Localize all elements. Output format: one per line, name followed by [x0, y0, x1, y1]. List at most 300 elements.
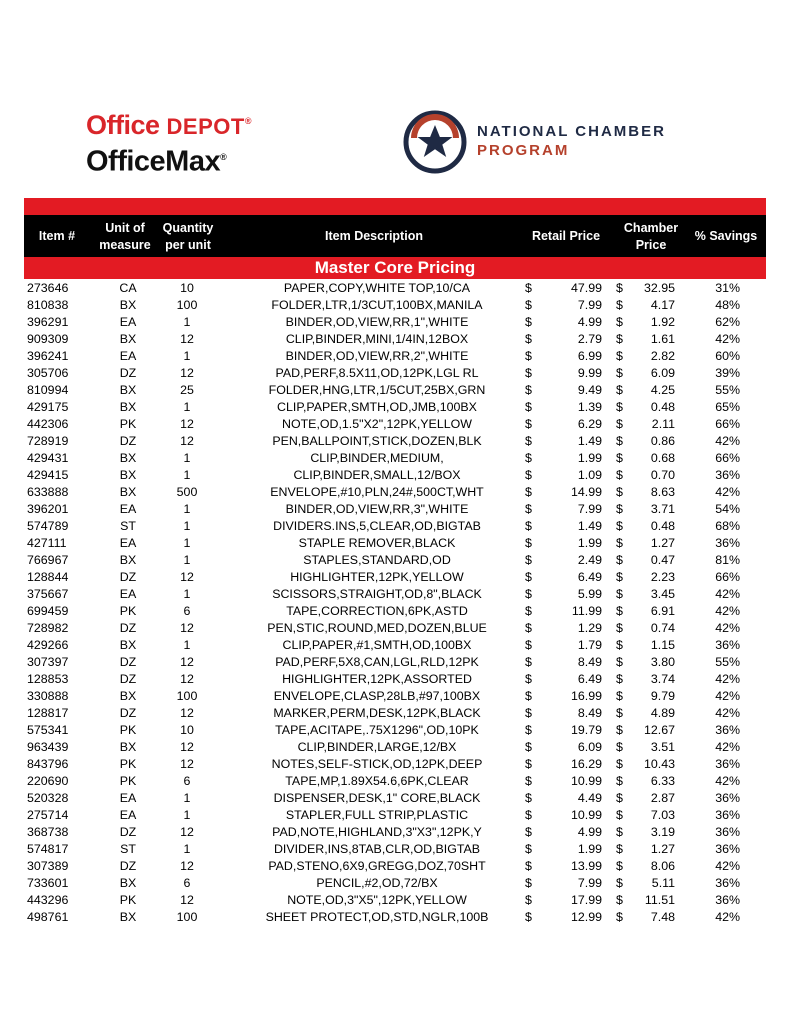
table-header: [24, 215, 766, 257]
item-description: CLIP,PAPER,SMTH,OD,JMB,100BX: [277, 400, 477, 414]
item-description: PAD,PERF,8.5X11,OD,12PK,LGL RL: [275, 366, 479, 380]
chamber-price: 0.68: [650, 451, 675, 465]
quantity-per-unit: 1: [183, 400, 191, 414]
quantity-per-unit: 10: [180, 281, 194, 295]
percent-savings: 36%: [715, 825, 740, 839]
retail-currency-symbol: $: [525, 485, 532, 499]
unit-of-measure: DZ: [119, 366, 137, 380]
percent-savings: 55%: [715, 655, 740, 669]
table-row: [24, 654, 766, 671]
percent-savings: 36%: [715, 842, 740, 856]
item-description: TAPE,CORRECTION,6PK,ASTD: [286, 604, 468, 618]
retail-currency-symbol: $: [525, 349, 532, 363]
chamber-currency-symbol: $: [616, 774, 623, 788]
item-description: STAPLER,FULL STRIP,PLASTIC: [285, 808, 469, 822]
item-number: 575341: [27, 723, 69, 737]
percent-savings: 54%: [715, 502, 740, 516]
unit-of-measure: BX: [119, 383, 137, 397]
quantity-per-unit: 1: [183, 451, 191, 465]
table-row: [24, 297, 766, 314]
table-row: [24, 739, 766, 756]
chamber-currency-symbol: $: [616, 706, 623, 720]
retail-price: 47.99: [570, 281, 602, 295]
office-depot-wordmark: Office DEPOT®: [86, 110, 251, 140]
unit-of-measure: CA: [119, 281, 137, 295]
table-row: [24, 773, 766, 790]
retail-currency-symbol: $: [525, 519, 532, 533]
unit-of-measure: EA: [119, 502, 137, 516]
percent-savings: 42%: [715, 485, 740, 499]
chamber-currency-symbol: $: [616, 740, 623, 754]
chamber-currency-symbol: $: [616, 366, 623, 380]
chamber-currency-symbol: $: [616, 570, 623, 584]
item-number: 766967: [27, 553, 69, 567]
chamber-currency-symbol: $: [616, 621, 623, 635]
item-number: 699459: [27, 604, 69, 618]
section-title: Master Core Pricing: [24, 257, 766, 279]
percent-savings: 42%: [715, 604, 740, 618]
percent-savings: 42%: [715, 910, 740, 924]
percent-savings: 36%: [715, 876, 740, 890]
quantity-per-unit: 12: [180, 757, 194, 771]
table-top-bar: [24, 198, 766, 215]
unit-of-measure: BX: [119, 638, 137, 652]
percent-savings: 36%: [715, 638, 740, 652]
quantity-per-unit: 25: [180, 383, 194, 397]
item-description: PAD,PERF,5X8,CAN,LGL,RLD,12PK: [275, 655, 479, 669]
chamber-currency-symbol: $: [616, 655, 623, 669]
table-row: [24, 688, 766, 705]
quantity-per-unit: 6: [183, 604, 191, 618]
percent-savings: 81%: [715, 553, 740, 567]
table-row: [24, 416, 766, 433]
percent-savings: 42%: [715, 587, 740, 601]
percent-savings: 60%: [715, 349, 740, 363]
item-number: 498761: [27, 910, 69, 924]
percent-savings: 36%: [715, 468, 740, 482]
table-row: [24, 569, 766, 586]
unit-of-measure: EA: [119, 536, 137, 550]
retail-price: 4.99: [577, 825, 602, 839]
table-row: [24, 824, 766, 841]
retail-currency-symbol: $: [525, 417, 532, 431]
item-number: 963439: [27, 740, 69, 754]
unit-of-measure: PK: [119, 723, 137, 737]
table-row: [24, 858, 766, 875]
chamber-price: 0.74: [650, 621, 675, 635]
chamber-price: 3.74: [650, 672, 675, 686]
unit-of-measure: DZ: [119, 655, 137, 669]
percent-savings: 66%: [715, 417, 740, 431]
item-number: 128853: [27, 672, 69, 686]
chamber-price: 7.03: [650, 808, 675, 822]
retail-currency-symbol: $: [525, 910, 532, 924]
percent-savings: 36%: [715, 757, 740, 771]
retail-currency-symbol: $: [525, 366, 532, 380]
item-description: HIGHLIGHTER,12PK,ASSORTED: [282, 672, 472, 686]
item-number: 728982: [27, 621, 69, 635]
chamber-price: 3.51: [650, 740, 675, 754]
percent-savings: 36%: [715, 723, 740, 737]
item-number: 733601: [27, 876, 69, 890]
chamber-price: 3.71: [650, 502, 675, 516]
item-number: 429266: [27, 638, 69, 652]
item-description: DISPENSER,DESK,1" CORE,BLACK: [273, 791, 481, 805]
header-unit-line1: Unit of: [105, 221, 145, 235]
item-description: HIGHLIGHTER,12PK,YELLOW: [290, 570, 464, 584]
item-number: 520328: [27, 791, 69, 805]
header-description: Item Description: [325, 229, 423, 243]
office-depot-officemax-logo: [86, 106, 326, 177]
quantity-per-unit: 1: [183, 519, 191, 533]
chamber-price: 0.86: [650, 434, 675, 448]
unit-of-measure: BX: [119, 332, 137, 346]
quantity-per-unit: 12: [180, 893, 194, 907]
chamber-price: 1.27: [650, 842, 675, 856]
retail-currency-symbol: $: [525, 451, 532, 465]
percent-savings: 42%: [715, 332, 740, 346]
unit-of-measure: DZ: [119, 434, 137, 448]
percent-savings: 42%: [715, 672, 740, 686]
table-row: [24, 467, 766, 484]
chamber-currency-symbol: $: [616, 553, 623, 567]
retail-currency-symbol: $: [525, 723, 532, 737]
item-number: 442306: [27, 417, 69, 431]
item-description: BINDER,OD,VIEW,RR,2",WHITE: [285, 349, 469, 363]
retail-currency-symbol: $: [525, 536, 532, 550]
chamber-price: 0.70: [650, 468, 675, 482]
item-description: TAPE,MP,1.89X54.6,6PK,CLEAR: [285, 774, 469, 788]
retail-price: 1.49: [577, 519, 602, 533]
item-number: 810994: [27, 383, 69, 397]
quantity-per-unit: 12: [180, 672, 194, 686]
item-description: DIVIDER,INS,8TAB,CLR,OD,BIGTAB: [273, 842, 481, 856]
retail-price: 9.99: [577, 366, 602, 380]
unit-of-measure: BX: [119, 740, 137, 754]
item-description: FOLDER,HNG,LTR,1/5CUT,25BX,GRN: [268, 383, 486, 397]
officemax-wordmark: OfficeMax®: [86, 145, 227, 178]
quantity-per-unit: 12: [180, 621, 194, 635]
chamber-currency-symbol: $: [616, 519, 623, 533]
item-description: BINDER,OD,VIEW,RR,3",WHITE: [285, 502, 469, 516]
item-number: 275714: [27, 808, 69, 822]
retail-price: 16.99: [570, 689, 602, 703]
chamber-price: 6.09: [650, 366, 675, 380]
unit-of-measure: PK: [119, 757, 137, 771]
item-description: CLIP,BINDER,MINI,1/4IN,12BOX: [285, 332, 469, 346]
quantity-per-unit: 1: [183, 349, 191, 363]
quantity-per-unit: 1: [183, 791, 191, 805]
unit-of-measure: EA: [119, 791, 137, 805]
chamber-currency-symbol: $: [616, 757, 623, 771]
quantity-per-unit: 12: [180, 859, 194, 873]
item-number: 220690: [27, 774, 69, 788]
item-description: DIVIDERS.INS,5,CLEAR,OD,BIGTAB: [273, 519, 481, 533]
item-description: NOTES,SELF-STICK,OD,12PK,DEEP: [271, 757, 483, 771]
item-description: STAPLE REMOVER,BLACK: [298, 536, 456, 550]
percent-savings: 42%: [715, 689, 740, 703]
retail-price: 7.99: [577, 502, 602, 516]
unit-of-measure: EA: [119, 587, 137, 601]
retail-price: 1.99: [577, 842, 602, 856]
chamber-currency-symbol: $: [616, 638, 623, 652]
item-number: 396241: [27, 349, 69, 363]
chamber-price: 32.95: [643, 281, 675, 295]
chamber-price: 2.87: [650, 791, 675, 805]
item-number: 429431: [27, 451, 69, 465]
chamber-price: 3.19: [650, 825, 675, 839]
item-description: NOTE,OD,3"X5",12PK,YELLOW: [287, 893, 467, 907]
retail-currency-symbol: $: [525, 434, 532, 448]
item-description: PEN,BALLPOINT,STICK,DOZEN,BLK: [272, 434, 482, 448]
chamber-currency-symbol: $: [616, 689, 623, 703]
item-description: CLIP,PAPER,#1,SMTH,OD,100BX: [282, 638, 472, 652]
quantity-per-unit: 12: [180, 655, 194, 669]
retail-price: 1.29: [577, 621, 602, 635]
chamber-price: 0.48: [650, 519, 675, 533]
unit-of-measure: DZ: [119, 672, 137, 686]
retail-price: 1.99: [577, 536, 602, 550]
retail-currency-symbol: $: [525, 553, 532, 567]
retail-currency-symbol: $: [525, 655, 532, 669]
retail-currency-symbol: $: [525, 502, 532, 516]
table-row: [24, 484, 766, 501]
percent-savings: 36%: [715, 808, 740, 822]
pricing-table-body: [24, 280, 766, 926]
chamber-currency-symbol: $: [616, 808, 623, 822]
quantity-per-unit: 12: [180, 740, 194, 754]
chamber-price: 0.47: [650, 553, 675, 567]
percent-savings: 66%: [715, 451, 740, 465]
retail-currency-symbol: $: [525, 859, 532, 873]
chamber-price: 9.79: [650, 689, 675, 703]
retail-currency-symbol: $: [525, 706, 532, 720]
header-item: Item #: [38, 229, 76, 243]
quantity-per-unit: 12: [180, 417, 194, 431]
percent-savings: 42%: [715, 706, 740, 720]
unit-of-measure: DZ: [119, 570, 137, 584]
item-number: 427111: [27, 536, 67, 550]
unit-of-measure: EA: [119, 349, 137, 363]
table-row: [24, 535, 766, 552]
quantity-per-unit: 1: [183, 502, 191, 516]
chamber-price: 3.80: [650, 655, 675, 669]
item-description: CLIP,BINDER,MEDIUM,: [310, 451, 444, 465]
table-row: [24, 722, 766, 739]
percent-savings: 55%: [715, 383, 740, 397]
item-description: NOTE,OD,1.5"X2",12PK,YELLOW: [282, 417, 472, 431]
quantity-per-unit: 12: [180, 706, 194, 720]
percent-savings: 36%: [715, 791, 740, 805]
retail-currency-symbol: $: [525, 791, 532, 805]
retail-price: 11.99: [571, 604, 602, 618]
chamber-price: 0.48: [650, 400, 675, 414]
table-row: [24, 875, 766, 892]
item-number: 909309: [27, 332, 69, 346]
percent-savings: 31%: [715, 281, 740, 295]
percent-savings: 42%: [715, 774, 740, 788]
retail-currency-symbol: $: [525, 332, 532, 346]
quantity-per-unit: 1: [183, 468, 191, 482]
retail-price: 1.39: [577, 400, 602, 414]
unit-of-measure: BX: [119, 689, 137, 703]
quantity-per-unit: 1: [183, 638, 191, 652]
unit-of-measure: BX: [119, 451, 137, 465]
header-retail-price: Retail Price: [531, 229, 601, 243]
retail-price: 16.29: [570, 757, 602, 771]
table-row: [24, 314, 766, 331]
chamber-currency-symbol: $: [616, 434, 623, 448]
item-description: PENCIL,#2,OD,72/BX: [316, 876, 438, 890]
table-row: [24, 637, 766, 654]
chamber-price: 6.91: [650, 604, 675, 618]
unit-of-measure: BX: [119, 400, 137, 414]
item-description: PAD,STENO,6X9,GREGG,DOZ,70SHT: [268, 859, 486, 873]
item-number: 810838: [27, 298, 69, 312]
percent-savings: 48%: [715, 298, 740, 312]
table-row: [24, 433, 766, 450]
chamber-price: 5.11: [651, 876, 675, 890]
item-number: 429175: [27, 400, 69, 414]
table-row: [24, 671, 766, 688]
chamber-price: 11.51: [644, 893, 675, 907]
chamber-currency-symbol: $: [616, 910, 623, 924]
unit-of-measure: BX: [119, 468, 137, 482]
percent-savings: 66%: [715, 570, 740, 584]
retail-price: 7.99: [577, 298, 602, 312]
unit-of-measure: BX: [119, 485, 137, 499]
unit-of-measure: BX: [119, 910, 137, 924]
item-number: 273646: [27, 281, 69, 295]
retail-price: 6.99: [577, 349, 602, 363]
chamber-currency-symbol: $: [616, 604, 623, 618]
table-row: [24, 603, 766, 620]
item-number: 368738: [27, 825, 69, 839]
chamber-currency-symbol: $: [616, 332, 623, 346]
table-row: [24, 892, 766, 909]
retail-currency-symbol: $: [525, 672, 532, 686]
retail-currency-symbol: $: [525, 774, 532, 788]
unit-of-measure: BX: [119, 876, 137, 890]
table-row: [24, 518, 766, 535]
unit-of-measure: PK: [119, 604, 137, 618]
unit-of-measure: DZ: [119, 825, 137, 839]
chamber-price: 2.82: [650, 349, 675, 363]
item-description: ENVELOPE,CLASP,28LB,#97,100BX: [273, 689, 481, 703]
quantity-per-unit: 1: [183, 842, 191, 856]
unit-of-measure: ST: [120, 519, 136, 533]
item-description: MARKER,PERM,DESK,12PK,BLACK: [273, 706, 481, 720]
item-description: CLIP,BINDER,LARGE,12/BX: [297, 740, 457, 754]
table-row: [24, 450, 766, 467]
chamber-price: 8.06: [650, 859, 675, 873]
retail-price: 1.49: [577, 434, 602, 448]
table-row: [24, 382, 766, 399]
chamber-currency-symbol: $: [616, 502, 623, 516]
quantity-per-unit: 1: [183, 808, 191, 822]
retail-price: 8.49: [577, 706, 602, 720]
item-description: ENVELOPE,#10,PLN,24#,500CT,WHT: [270, 485, 484, 499]
chamber-currency-symbol: $: [616, 842, 623, 856]
retail-currency-symbol: $: [525, 740, 532, 754]
quantity-per-unit: 1: [183, 587, 191, 601]
retail-price: 6.49: [577, 672, 602, 686]
quantity-per-unit: 100: [176, 910, 198, 924]
item-description: BINDER,OD,VIEW,RR,1",WHITE: [285, 315, 469, 329]
chamber-currency-symbol: $: [616, 587, 623, 601]
retail-price: 6.29: [577, 417, 602, 431]
header-qty-line1: Quantity: [162, 221, 214, 235]
table-row: [24, 586, 766, 603]
header-unit-line2: measure: [99, 238, 151, 252]
unit-of-measure: EA: [119, 315, 137, 329]
item-number: 128817: [27, 706, 69, 720]
item-number: 375667: [27, 587, 69, 601]
item-description: SCISSORS,STRAIGHT,OD,8",BLACK: [272, 587, 482, 601]
quantity-per-unit: 1: [183, 536, 191, 550]
table-row: [24, 280, 766, 297]
quantity-per-unit: 12: [180, 570, 194, 584]
retail-price: 13.99: [570, 859, 602, 873]
chamber-currency-symbol: $: [616, 298, 623, 312]
retail-currency-symbol: $: [525, 638, 532, 652]
unit-of-measure: PK: [119, 774, 137, 788]
percent-savings: 36%: [715, 536, 740, 550]
quantity-per-unit: 12: [180, 366, 194, 380]
chamber-currency-symbol: $: [616, 281, 623, 295]
retail-currency-symbol: $: [525, 315, 532, 329]
chamber-currency-symbol: $: [616, 723, 623, 737]
retail-currency-symbol: $: [525, 604, 532, 618]
chamber-star-seal-icon: [403, 110, 467, 174]
table-row: [24, 841, 766, 858]
retail-price: 1.09: [577, 468, 602, 482]
chamber-price: 12.67: [643, 723, 675, 737]
chamber-currency-symbol: $: [616, 315, 623, 329]
item-number: 728919: [27, 434, 69, 448]
chamber-currency-symbol: $: [616, 383, 623, 397]
chamber-price: 10.43: [643, 757, 675, 771]
percent-savings: 39%: [715, 366, 740, 380]
item-number: 128844: [27, 570, 69, 584]
item-number: 307389: [27, 859, 69, 873]
percent-savings: 36%: [715, 893, 740, 907]
retail-currency-symbol: $: [525, 281, 532, 295]
item-number: 443296: [27, 893, 69, 907]
chamber-price: 4.17: [650, 298, 675, 312]
retail-price: 4.99: [577, 315, 602, 329]
retail-price: 12.99: [570, 910, 602, 924]
retail-currency-symbol: $: [525, 757, 532, 771]
percent-savings: 42%: [715, 859, 740, 873]
quantity-per-unit: 100: [176, 298, 198, 312]
table-row: [24, 399, 766, 416]
retail-price: 6.09: [577, 740, 602, 754]
retail-price: 4.49: [577, 791, 602, 805]
item-description: FOLDER,LTR,1/3CUT,100BX,MANILA: [271, 298, 483, 312]
header-chamber-line1: Chamber: [623, 221, 679, 235]
retail-price: 8.49: [577, 655, 602, 669]
header-savings: % Savings: [694, 229, 758, 243]
retail-price: 10.99: [570, 808, 602, 822]
retail-currency-symbol: $: [525, 621, 532, 635]
unit-of-measure: DZ: [119, 859, 137, 873]
item-number: 574789: [27, 519, 69, 533]
quantity-per-unit: 6: [183, 876, 191, 890]
chamber-currency-symbol: $: [616, 825, 623, 839]
retail-price: 5.99: [577, 587, 602, 601]
table-row: [24, 348, 766, 365]
